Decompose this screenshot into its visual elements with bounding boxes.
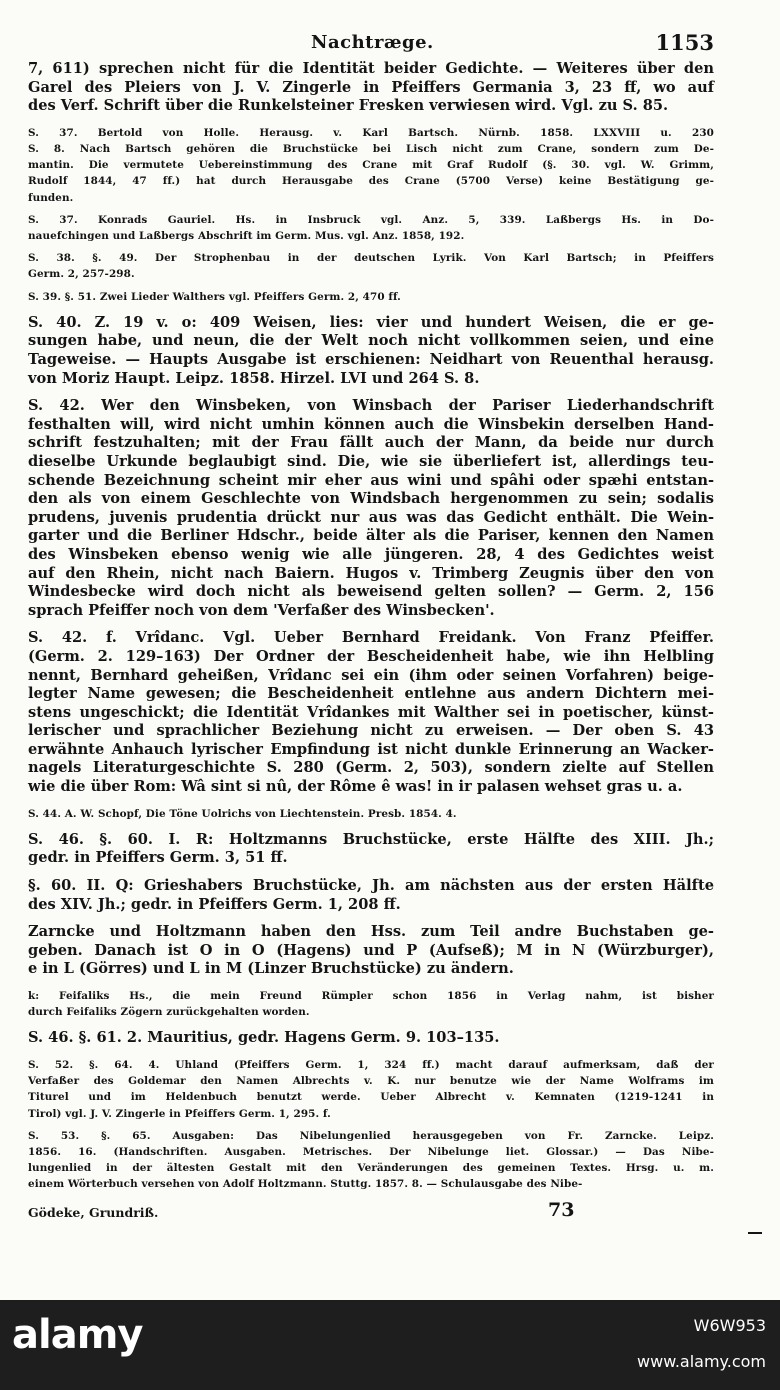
text-line: Windesbecke wird doch nicht als beweisend gelten sollen? — Germ. 2, 156: [28, 583, 714, 601]
main-paragraph: [28, 1029, 714, 1048]
text-line: von Moriz Haupt. Leipz. 1858. Hirzel. LVI und 264 S. 8.: [28, 369, 480, 387]
note-paragraph: [28, 988, 714, 1020]
text-line: stens ungeschickt; die Identität Vrîdankes mit Walther sei in poetischer, künst-: [28, 703, 714, 721]
text-line: wie die über Rom: Wâ sint si nû, der Rôme ê was! in ir palasen wehset gras u. a.: [28, 778, 683, 796]
text-line: S. 44. A. W. Schopf, Die Töne Uolrichs von Liechtenstein. Presb. 1854. 4.: [28, 807, 457, 820]
text-line: Titurel und im Heldenbuch benutzt werde. Ueber Albrecht v. Kemnaten (1219-1241 in: [28, 1091, 714, 1104]
text-line: S. 37. Konrads Gauriel. Hs. in Insbruck vgl. Anz. 5, 339. Laßbergs Hs. in Do-: [28, 213, 714, 226]
text-line: S. 8. Nach Bartsch gehören die Bruchstücke bei Lisch nicht zum Crane, sondern zum De-: [28, 142, 714, 155]
text-line: auf den Rhein, nicht nach Baiern. Hugos v. Trimberg Zeugnis über den von: [28, 564, 714, 582]
watermark-image-id: W6W953: [693, 1316, 766, 1335]
text-line: (Germ. 2. 129–163) Der Ordner der Bescheidenheit habe, wie ihn Helbling: [28, 647, 714, 665]
text-line: Verfaßer des Goldemar den Namen Albrechts v. K. nur benutze wie der Name Wolframs im: [28, 1075, 714, 1088]
text-line: nennt, Bernhard geheißen, Vrîdanc sei ein (ihm oder seinen Vorfahren) beige-: [28, 666, 714, 684]
text-line: S. 42. Wer den Winsbeken, von Winsbach der Pariser Liederhandschrift: [28, 397, 714, 415]
text-line: 7, 611) sprechen nicht für die Identität beider Gedichte. — Weiteres über den: [28, 60, 714, 77]
text-line: S. 40. Z. 19 v. o: 409 Weisen, lies: vier und hundert Weisen, die er ge-: [28, 313, 714, 331]
page-number: 1153: [655, 30, 714, 55]
text-line: S. 38. §. 49. Der Strophenbau in der deutschen Lyrik. Von Karl Bartsch; in Pfeiffers: [28, 252, 714, 265]
text-line: §. 60. II. Q: Grieshabers Bruchstücke, Jh. am nächsten aus der ersten Hälfte: [28, 877, 714, 895]
text-line: S. 37. Bertold von Holle. Herausg. v. Karl Bartsch. Nürnb. 1858. LXXVIII u. 230: [28, 126, 714, 139]
text-line: legter Name gewesen; die Bescheidenheit entlehne aus andern Dichtern mei-: [28, 685, 714, 703]
text-line: festhalten will, wird nicht umhin können auch die Winsbekin derselben Hand-: [28, 415, 714, 433]
text-line: einem Wörterbuch versehen von Adolf Holtzmann. Stuttg. 1857. 8. — Schulausgabe des Nibe-: [28, 1178, 583, 1191]
text-line: nauefchingen und Laßbergs Abschrift im Germ. Mus. vgl. Anz. 1858, 192.: [28, 230, 465, 242]
text-line: lerischer und sprachlicher Beziehung nicht zu erweisen. — Der oben S. 43: [28, 722, 714, 740]
text-line: Tirol) vgl. J. V. Zingerle in Pfeiffers Germ. 1, 295. f.: [28, 1107, 331, 1120]
text-line: k: Feifaliks Hs., die mein Freund Rümpler schon 1856 in Verlag nahm, ist bisher: [28, 990, 714, 1003]
text-line: gedr. in Pfeiffers Germ. 3, 51 ff.: [28, 849, 288, 867]
watermark-logo: alamy: [12, 1312, 143, 1358]
text-line: schende Bezeichnung scheint mir eher aus wini und spâhi oder spæhi entstan-: [28, 471, 714, 489]
main-paragraph: [28, 60, 714, 116]
note-paragraph: [28, 806, 714, 822]
main-paragraph: [28, 314, 714, 388]
text-line: des Verf. Schrift über die Runkelsteiner Fresken verwiesen wird. Vgl. zu S. 85.: [28, 97, 669, 115]
signature-mark: 73: [548, 1198, 575, 1221]
text-line: nagels Literaturgeschichte S. 280 (Germ. 2, 503), sondern zielte auf Stellen: [28, 759, 714, 777]
note-paragraph: [28, 212, 714, 244]
text-line: mantin. Die vermutete Uebereinstimmung des Crane mit Graf Rudolf (§. 30. vgl. W. Grimm,: [28, 159, 714, 172]
text-line: S. 42. f. Vrîdanc. Vgl. Ueber Bernhard Freidank. Von Franz Pfeiffer.: [28, 629, 714, 647]
text-blocks: [28, 60, 714, 1193]
text-line: geben. Danach ist O in O (Hagens) und P (Aufseß); M in N (Würzburger),: [28, 941, 714, 959]
text-line: S. 52. §. 64. 4. Uhland (Pfeiffers Germ. 1, 324 ff.) macht darauf aufmerksam, daß der: [28, 1059, 714, 1072]
text-line: durch Feifaliks Zögern zurückgehalten worden.: [28, 1006, 310, 1019]
note-paragraph: [28, 125, 714, 206]
note-paragraph: [28, 250, 714, 282]
page-footer: [28, 1199, 714, 1225]
margin-dash: [748, 1232, 762, 1234]
text-line: funden.: [28, 191, 74, 204]
footer-author: Gödeke, Grundriß.: [28, 1204, 159, 1220]
note-paragraph: [28, 1128, 714, 1193]
watermark-bar: [0, 1300, 780, 1390]
main-paragraph: [28, 397, 714, 620]
text-line: Tageweise. — Haupts Ausgabe ist erschienen: Neidhart von Reuenthal herausg.: [28, 351, 714, 368]
text-line: Zarncke und Holtzmann haben den Hss. zum Teil andre Buchstaben ge-: [28, 923, 714, 941]
text-line: 1856. 16. (Handschriften. Ausgaben. Metrisches. Der Nibelunge liet. Glossar.) — Das Nibe-: [28, 1146, 714, 1159]
text-line: S. 53. §. 65. Ausgaben: Das Nibelungenlied herausgegeben von Fr. Zarncke. Leipz.: [28, 1129, 714, 1142]
running-title: Nachtræge.: [311, 32, 434, 53]
text-line: Garel des Pleiers von J. V. Zingerle in Pfeiffers Germania 3, 23 ff, wo auf: [28, 78, 714, 96]
text-line: prudens, juvenis prudentia drückt nur aus was das Gedicht enthält. Die Wein-: [28, 508, 714, 526]
main-paragraph: [28, 923, 714, 979]
page-body: [28, 30, 714, 1225]
main-paragraph: [28, 629, 714, 796]
text-line: sprach Pfeiffer noch von dem 'Verfaßer des Winsbecken'.: [28, 601, 495, 619]
text-line: Rudolf 1844, 47 ff.) hat durch Herausgabe des Crane (5700 Verse) keine Bestätigung ge-: [28, 175, 714, 188]
text-line: sungen habe, und neun, die der Welt noch nicht vollkommen seien, und eine: [28, 332, 714, 350]
text-line: lungenlied in der ältesten Gestalt mit den Veränderungen des gemeinen Textes. Hrsg. u. m.: [28, 1162, 714, 1175]
main-paragraph: [28, 831, 714, 868]
text-line: dieselbe Urkunde beglaubigt sind. Die, wie sie überliefert ist, allerdings teu-: [28, 452, 714, 470]
text-line: den als von einem Geschlechte von Windsbach hergenommen zu sein; sodalis: [28, 490, 714, 508]
main-paragraph: [28, 877, 714, 914]
text-line: S. 46. §. 61. 2. Mauritius, gedr. Hagens Germ. 9. 103–135.: [28, 1029, 500, 1047]
text-line: des Winsbeken ebenso wenig wie alle jüngeren. 28, 4 des Gedichtes weist: [28, 545, 714, 563]
running-header: [28, 30, 714, 60]
text-line: Germ. 2, 257-298.: [28, 268, 135, 281]
text-line: S. 39. §. 51. Zwei Lieder Walthers vgl. Pfeiffers Germ. 2, 470 ff.: [28, 290, 401, 303]
text-line: erwähnte Anhauch lyrischer Empfindung ist nicht dunkle Erinnerung an Wacker-: [28, 740, 714, 758]
note-paragraph: [28, 289, 714, 305]
text-line: garter und die Berliner Hdschr., beide älter als die Pariser, kennen den Namen: [28, 527, 714, 545]
watermark-site: www.alamy.com: [637, 1352, 766, 1371]
text-line: des XIV. Jh.; gedr. in Pfeiffers Germ. 1, 208 ff.: [28, 895, 401, 913]
text-line: e in L (Görres) und L in M (Linzer Bruchstücke) zu ändern.: [28, 960, 514, 978]
text-line: S. 46. §. 60. I. R: Holtzmanns Bruchstücke, erste Hälfte des XIII. Jh.;: [28, 830, 714, 848]
note-paragraph: [28, 1057, 714, 1122]
text-line: schrift festzuhalten; mit der Frau fällt auch der Mann, da beide nur durch: [28, 434, 714, 452]
